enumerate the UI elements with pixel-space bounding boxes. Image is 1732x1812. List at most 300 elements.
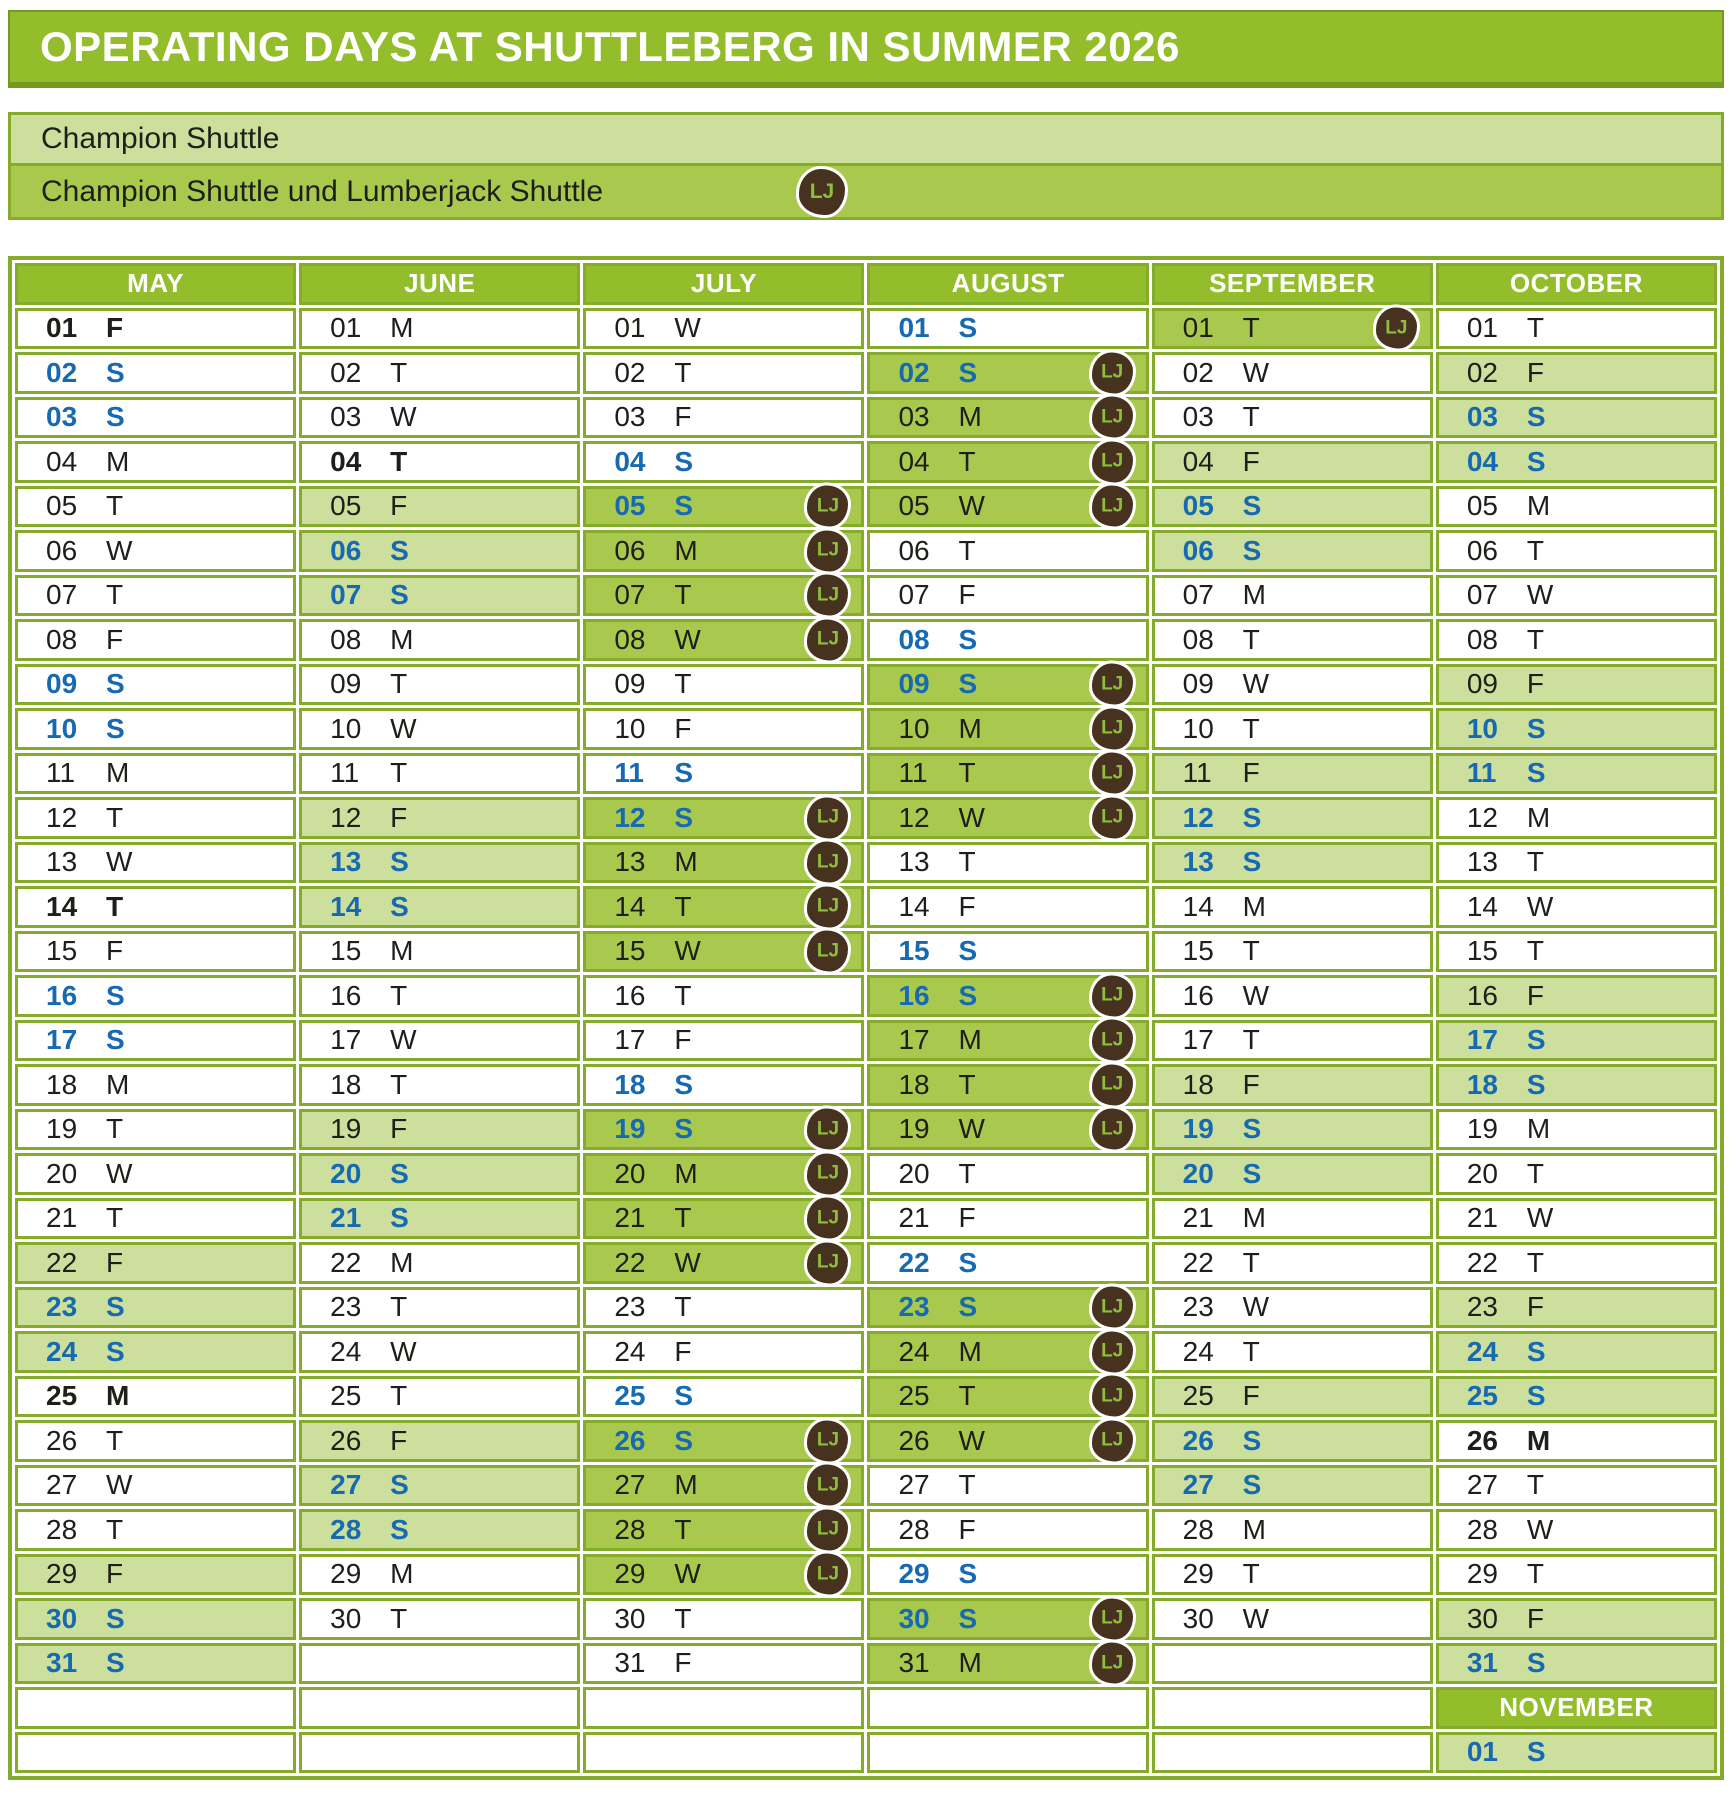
day-cell-october-13 xyxy=(1436,842,1717,884)
empty-cell xyxy=(15,1732,296,1774)
day-cell-may-17 xyxy=(15,1020,296,1062)
weekday-letter: S xyxy=(106,979,125,1011)
weekday-letter: S xyxy=(106,401,125,433)
day-cell-august-12 xyxy=(867,797,1148,839)
weekday-letter: S xyxy=(390,1157,409,1189)
day-number: 14 xyxy=(330,890,362,922)
lumberjack-shuttle-icon: LJ xyxy=(807,1242,848,1283)
day-number: 16 xyxy=(898,979,930,1011)
day-cell-may-18 xyxy=(15,1064,296,1106)
weekday-letter: S xyxy=(1526,757,1546,789)
day-number: 29 xyxy=(898,1558,930,1590)
day-cell-september-27 xyxy=(1152,1465,1433,1507)
day-number: 06 xyxy=(1466,534,1498,566)
day-number: 28 xyxy=(46,1513,78,1545)
day-number: 18 xyxy=(614,1068,646,1100)
legend-row-champion-lumberjack xyxy=(11,166,1721,217)
day-cell-june-01 xyxy=(299,308,580,350)
day-number: 19 xyxy=(330,1113,362,1145)
page-title-text: OPERATING DAYS AT SHUTTLEBERG IN SUMMER 2026 xyxy=(40,23,1180,70)
day-cell-july-18 xyxy=(583,1064,864,1106)
day-number: 26 xyxy=(46,1424,78,1456)
day-cell-july-06 xyxy=(583,530,864,572)
day-number: 23 xyxy=(1466,1291,1498,1323)
month-header-september: SEPTEMBER xyxy=(1152,263,1433,305)
weekday-letter: F xyxy=(958,1513,976,1545)
day-number: 25 xyxy=(614,1380,646,1412)
empty-cell xyxy=(15,1687,296,1729)
day-number: 19 xyxy=(1466,1113,1498,1145)
day-number: 29 xyxy=(614,1558,646,1590)
weekday-letter: W xyxy=(1242,1291,1270,1323)
lumberjack-shuttle-icon: LJ xyxy=(1092,397,1133,438)
lumberjack-shuttle-icon: LJ xyxy=(807,1109,848,1150)
weekday-letter: S xyxy=(106,1647,125,1679)
day-cell-august-06 xyxy=(867,530,1148,572)
empty-cell xyxy=(1152,1687,1433,1729)
day-number: 21 xyxy=(1466,1202,1498,1234)
day-cell-october-01 xyxy=(1436,308,1717,350)
weekday-letter: F xyxy=(1526,1602,1544,1634)
day-cell-august-05 xyxy=(867,486,1148,528)
day-number: 21 xyxy=(1182,1202,1214,1234)
day-number: 09 xyxy=(330,668,362,700)
day-number: 16 xyxy=(1182,979,1214,1011)
day-number: 15 xyxy=(46,935,78,967)
day-cell-october-07 xyxy=(1436,575,1717,617)
day-cell-october-22 xyxy=(1436,1242,1717,1284)
day-number: 17 xyxy=(1182,1024,1214,1056)
empty-cell xyxy=(867,1732,1148,1774)
day-number: 09 xyxy=(46,668,78,700)
day-number: 16 xyxy=(614,979,646,1011)
day-cell-may-30 xyxy=(15,1598,296,1640)
day-number: 01 xyxy=(1466,312,1498,344)
day-number: 19 xyxy=(898,1113,930,1145)
day-number: 15 xyxy=(898,935,930,967)
day-number: 29 xyxy=(1182,1558,1214,1590)
weekday-letter: T xyxy=(106,490,124,522)
weekday-letter: T xyxy=(958,1469,976,1501)
page-title xyxy=(8,10,1724,88)
weekday-letter: F xyxy=(390,490,408,522)
day-number: 17 xyxy=(898,1024,930,1056)
day-cell-may-27 xyxy=(15,1465,296,1507)
day-cell-august-17 xyxy=(867,1020,1148,1062)
weekday-letter: F xyxy=(958,579,976,611)
day-cell-june-27 xyxy=(299,1465,580,1507)
day-cell-july-22 xyxy=(583,1242,864,1284)
day-cell-june-25 xyxy=(299,1376,580,1418)
weekday-letter: T xyxy=(106,1202,124,1234)
day-cell-august-28 xyxy=(867,1509,1148,1551)
day-cell-september-17 xyxy=(1152,1020,1433,1062)
day-cell-may-05 xyxy=(15,486,296,528)
weekday-letter: M xyxy=(1526,490,1551,522)
day-number: 12 xyxy=(330,801,362,833)
lumberjack-shuttle-icon: LJ xyxy=(807,1153,848,1194)
day-cell-july-05 xyxy=(583,486,864,528)
weekday-letter: S xyxy=(1526,1380,1546,1412)
day-cell-october-17 xyxy=(1436,1020,1717,1062)
day-number: 01 xyxy=(330,312,362,344)
day-cell-september-18 xyxy=(1152,1064,1433,1106)
day-number: 19 xyxy=(46,1113,78,1145)
day-cell-may-25 xyxy=(15,1376,296,1418)
day-cell-august-13 xyxy=(867,842,1148,884)
day-cell-august-08 xyxy=(867,619,1148,661)
day-cell-september-29 xyxy=(1152,1554,1433,1596)
day-number: 10 xyxy=(1466,712,1498,744)
day-number: 01 xyxy=(614,312,646,344)
day-cell-october-26 xyxy=(1436,1420,1717,1462)
weekday-letter: S xyxy=(1526,1068,1546,1100)
day-cell-september-12 xyxy=(1152,797,1433,839)
day-cell-july-03 xyxy=(583,397,864,439)
weekday-letter: W xyxy=(1242,668,1270,700)
day-number: 23 xyxy=(898,1291,930,1323)
weekday-letter: W xyxy=(390,712,417,744)
day-cell-september-03 xyxy=(1152,397,1433,439)
day-number: 16 xyxy=(330,979,362,1011)
day-number: 12 xyxy=(898,801,930,833)
day-number: 11 xyxy=(330,757,360,789)
day-cell-october-06 xyxy=(1436,530,1717,572)
day-number: 03 xyxy=(1182,401,1214,433)
day-cell-june-09 xyxy=(299,664,580,706)
weekday-letter: T xyxy=(390,757,408,789)
day-cell-august-23 xyxy=(867,1287,1148,1329)
weekday-letter: M xyxy=(674,1469,698,1501)
day-number: 13 xyxy=(1182,846,1214,878)
day-cell-july-25 xyxy=(583,1376,864,1418)
day-number: 26 xyxy=(898,1424,930,1456)
weekday-letter: T xyxy=(674,668,692,700)
day-cell-june-10 xyxy=(299,708,580,750)
day-cell-june-12 xyxy=(299,797,580,839)
day-cell-september-10 xyxy=(1152,708,1433,750)
day-number: 25 xyxy=(1182,1380,1214,1412)
day-cell-september-23 xyxy=(1152,1287,1433,1329)
day-cell-may-19 xyxy=(15,1109,296,1151)
lumberjack-shuttle-icon: LJ xyxy=(807,530,848,571)
weekday-letter: S xyxy=(106,356,125,388)
day-number: 08 xyxy=(898,623,930,655)
weekday-letter: W xyxy=(1526,579,1554,611)
lumberjack-shuttle-icon: LJ xyxy=(807,931,848,972)
day-number: 06 xyxy=(46,534,78,566)
day-cell-august-11 xyxy=(867,753,1148,795)
day-cell-june-04 xyxy=(299,441,580,483)
day-cell-july-31 xyxy=(583,1643,864,1685)
weekday-letter: S xyxy=(106,712,125,744)
weekday-letter: M xyxy=(1242,1513,1266,1545)
day-number: 18 xyxy=(1182,1068,1214,1100)
weekday-letter: S xyxy=(106,1291,125,1323)
weekday-letter: T xyxy=(674,356,692,388)
day-number: 03 xyxy=(1466,401,1498,433)
weekday-letter: S xyxy=(390,1469,409,1501)
day-number: 07 xyxy=(614,579,646,611)
weekday-letter: S xyxy=(958,979,978,1011)
weekday-letter: S xyxy=(1242,490,1262,522)
weekday-letter: T xyxy=(958,445,976,477)
lumberjack-shuttle-icon: LJ xyxy=(1092,975,1133,1016)
day-number: 19 xyxy=(614,1113,646,1145)
day-number: 28 xyxy=(1466,1513,1498,1545)
weekday-letter: T xyxy=(1526,1246,1544,1278)
day-number: 22 xyxy=(1466,1246,1498,1278)
weekday-letter: T xyxy=(1526,312,1544,344)
weekday-letter: M xyxy=(958,712,982,744)
day-number: 14 xyxy=(1466,890,1498,922)
weekday-letter: F xyxy=(1242,1068,1260,1100)
weekday-letter: F xyxy=(106,312,124,344)
day-number: 14 xyxy=(46,890,78,922)
day-cell-august-10 xyxy=(867,708,1148,750)
weekday-letter: T xyxy=(390,445,408,477)
empty-cell xyxy=(299,1732,580,1774)
day-number: 28 xyxy=(1182,1513,1214,1545)
weekday-letter: F xyxy=(674,1024,692,1056)
weekday-letter: W xyxy=(390,1335,417,1367)
day-cell-september-28 xyxy=(1152,1509,1433,1551)
day-cell-june-17 xyxy=(299,1020,580,1062)
day-number: 30 xyxy=(898,1602,930,1634)
day-number: 10 xyxy=(1182,712,1214,744)
day-cell-september-30 xyxy=(1152,1598,1433,1640)
lumberjack-shuttle-icon: LJ xyxy=(1092,1331,1133,1372)
day-number: 20 xyxy=(898,1157,930,1189)
day-cell-august-03 xyxy=(867,397,1148,439)
legend-label-champion: Champion Shuttle xyxy=(41,122,280,155)
day-number: 01 xyxy=(46,312,78,344)
day-cell-may-13 xyxy=(15,842,296,884)
day-number: 02 xyxy=(1182,356,1214,388)
weekday-letter: S xyxy=(958,1246,978,1278)
day-number: 26 xyxy=(1182,1424,1214,1456)
weekday-letter: T xyxy=(674,979,692,1011)
day-cell-june-19 xyxy=(299,1109,580,1151)
day-number: 24 xyxy=(614,1335,646,1367)
lumberjack-shuttle-icon: LJ xyxy=(1092,664,1133,705)
day-cell-may-21 xyxy=(15,1198,296,1240)
day-number: 12 xyxy=(46,801,78,833)
day-cell-october-02 xyxy=(1436,352,1717,394)
day-number: 24 xyxy=(1466,1335,1498,1367)
weekday-letter: S xyxy=(1526,401,1546,433)
day-cell-october-18 xyxy=(1436,1064,1717,1106)
weekday-letter: S xyxy=(390,846,409,878)
day-number: 22 xyxy=(46,1246,78,1278)
weekday-letter: M xyxy=(390,1246,414,1278)
day-number: 04 xyxy=(614,445,646,477)
weekday-letter: F xyxy=(674,1335,692,1367)
day-cell-september-22 xyxy=(1152,1242,1433,1284)
day-number: 30 xyxy=(46,1602,78,1634)
weekday-letter: T xyxy=(1242,712,1260,744)
weekday-letter: S xyxy=(1526,1736,1546,1768)
day-number: 05 xyxy=(898,490,930,522)
day-number: 25 xyxy=(898,1380,930,1412)
day-number: 29 xyxy=(1466,1558,1498,1590)
day-number: 22 xyxy=(330,1246,362,1278)
weekday-letter: M xyxy=(106,1380,130,1412)
weekday-letter: T xyxy=(106,1424,124,1456)
day-cell-may-28 xyxy=(15,1509,296,1551)
day-cell-september-07 xyxy=(1152,575,1433,617)
lumberjack-shuttle-icon: LJ xyxy=(807,886,848,927)
day-number: 09 xyxy=(614,668,646,700)
day-cell-august-21 xyxy=(867,1198,1148,1240)
day-cell-september-08 xyxy=(1152,619,1433,661)
month-header-august: AUGUST xyxy=(867,263,1148,305)
day-number: 11 xyxy=(1182,757,1212,789)
day-cell-october-14 xyxy=(1436,886,1717,928)
day-number: 21 xyxy=(46,1202,78,1234)
day-number: 09 xyxy=(1466,668,1498,700)
day-cell-july-27 xyxy=(583,1465,864,1507)
day-cell-june-26 xyxy=(299,1420,580,1462)
day-number: 23 xyxy=(46,1291,78,1323)
day-number: 30 xyxy=(614,1602,646,1634)
weekday-letter: S xyxy=(958,356,978,388)
day-cell-may-23 xyxy=(15,1287,296,1329)
weekday-letter: S xyxy=(1526,712,1546,744)
weekday-letter: T xyxy=(1242,401,1260,433)
day-number: 10 xyxy=(330,712,362,744)
weekday-letter: T xyxy=(106,801,124,833)
day-cell-june-28 xyxy=(299,1509,580,1551)
empty-cell xyxy=(299,1687,580,1729)
weekday-letter: F xyxy=(1526,668,1544,700)
lumberjack-shuttle-icon: LJ xyxy=(807,1509,848,1550)
day-cell-july-14 xyxy=(583,886,864,928)
day-number: 26 xyxy=(330,1424,362,1456)
weekday-letter: M xyxy=(390,623,414,655)
day-cell-october-27 xyxy=(1436,1465,1717,1507)
day-number: 06 xyxy=(1182,534,1214,566)
legend-label-champion-lumberjack: Champion Shuttle und Lumberjack Shuttle xyxy=(41,174,604,208)
day-cell-august-24 xyxy=(867,1331,1148,1373)
day-number: 13 xyxy=(330,846,362,878)
weekday-letter: M xyxy=(674,846,698,878)
day-cell-october-03 xyxy=(1436,397,1717,439)
weekday-letter: W xyxy=(106,1157,133,1189)
day-cell-may-03 xyxy=(15,397,296,439)
day-cell-june-29 xyxy=(299,1554,580,1596)
weekday-letter: S xyxy=(1526,1024,1546,1056)
weekday-letter: W xyxy=(1526,1202,1554,1234)
day-cell-july-29 xyxy=(583,1554,864,1596)
weekday-letter: F xyxy=(106,935,124,967)
weekday-letter: W xyxy=(958,490,985,522)
day-cell-july-08 xyxy=(583,619,864,661)
empty-cell xyxy=(867,1687,1148,1729)
weekday-letter: S xyxy=(674,490,694,522)
lumberjack-shuttle-icon: LJ xyxy=(1092,1643,1133,1684)
weekday-letter: S xyxy=(958,1558,978,1590)
day-cell-october-12 xyxy=(1436,797,1717,839)
lumberjack-shuttle-icon: LJ xyxy=(1092,1020,1133,1061)
weekday-letter: T xyxy=(1526,1469,1544,1501)
day-cell-june-22 xyxy=(299,1242,580,1284)
weekday-letter: M xyxy=(1526,801,1551,833)
day-number: 28 xyxy=(614,1513,646,1545)
day-number: 30 xyxy=(1182,1602,1214,1634)
day-number: 30 xyxy=(1466,1602,1498,1634)
day-number: 30 xyxy=(330,1602,362,1634)
day-number: 02 xyxy=(330,356,362,388)
weekday-letter: S xyxy=(958,1291,978,1323)
day-cell-july-01 xyxy=(583,308,864,350)
day-number: 29 xyxy=(330,1558,362,1590)
day-cell-june-24 xyxy=(299,1331,580,1373)
day-number: 20 xyxy=(46,1157,78,1189)
lumberjack-shuttle-icon: LJ xyxy=(1092,708,1133,749)
weekday-letter: S xyxy=(958,668,978,700)
day-number: 03 xyxy=(614,401,646,433)
weekday-letter: T xyxy=(674,1513,692,1545)
day-cell-may-08 xyxy=(15,619,296,661)
weekday-letter: T xyxy=(1526,1558,1544,1590)
day-number: 05 xyxy=(1182,490,1214,522)
day-number: 17 xyxy=(330,1024,362,1056)
day-cell-october-20 xyxy=(1436,1153,1717,1195)
day-cell-october-29 xyxy=(1436,1554,1717,1596)
weekday-letter: M xyxy=(674,1157,698,1189)
weekday-letter: S xyxy=(1526,445,1546,477)
day-number: 02 xyxy=(614,356,646,388)
day-cell-june-15 xyxy=(299,931,580,973)
lumberjack-shuttle-icon: LJ xyxy=(807,1198,848,1239)
day-number: 09 xyxy=(1182,668,1214,700)
weekday-letter: M xyxy=(1242,1202,1266,1234)
day-number: 08 xyxy=(46,623,78,655)
calendar-grid xyxy=(15,263,1717,1773)
weekday-letter: T xyxy=(1242,623,1260,655)
weekday-letter: F xyxy=(1526,356,1544,388)
weekday-letter: W xyxy=(390,1024,417,1056)
weekday-letter: F xyxy=(958,890,976,922)
day-cell-june-02 xyxy=(299,352,580,394)
lumberjack-shuttle-icon: LJ xyxy=(1092,1287,1133,1328)
day-cell-july-15 xyxy=(583,931,864,973)
day-cell-october-16 xyxy=(1436,975,1717,1017)
day-cell-may-06 xyxy=(15,530,296,572)
day-number: 01 xyxy=(898,312,930,344)
weekday-letter: W xyxy=(674,935,701,967)
day-number: 23 xyxy=(1182,1291,1214,1323)
day-number: 14 xyxy=(1182,890,1214,922)
day-number: 07 xyxy=(1466,579,1498,611)
weekday-letter: W xyxy=(1242,1602,1270,1634)
day-cell-july-12 xyxy=(583,797,864,839)
day-number: 14 xyxy=(614,890,646,922)
weekday-letter: T xyxy=(1526,623,1544,655)
day-number: 22 xyxy=(614,1246,646,1278)
weekday-letter: M xyxy=(390,935,414,967)
day-cell-may-31 xyxy=(15,1643,296,1685)
weekday-letter: T xyxy=(390,668,408,700)
operating-days-calendar xyxy=(8,256,1724,1780)
day-number: 05 xyxy=(1466,490,1498,522)
weekday-letter: M xyxy=(1526,1424,1551,1456)
day-number: 16 xyxy=(46,979,78,1011)
day-cell-june-06 xyxy=(299,530,580,572)
day-number: 17 xyxy=(46,1024,78,1056)
weekday-letter: T xyxy=(1526,935,1544,967)
